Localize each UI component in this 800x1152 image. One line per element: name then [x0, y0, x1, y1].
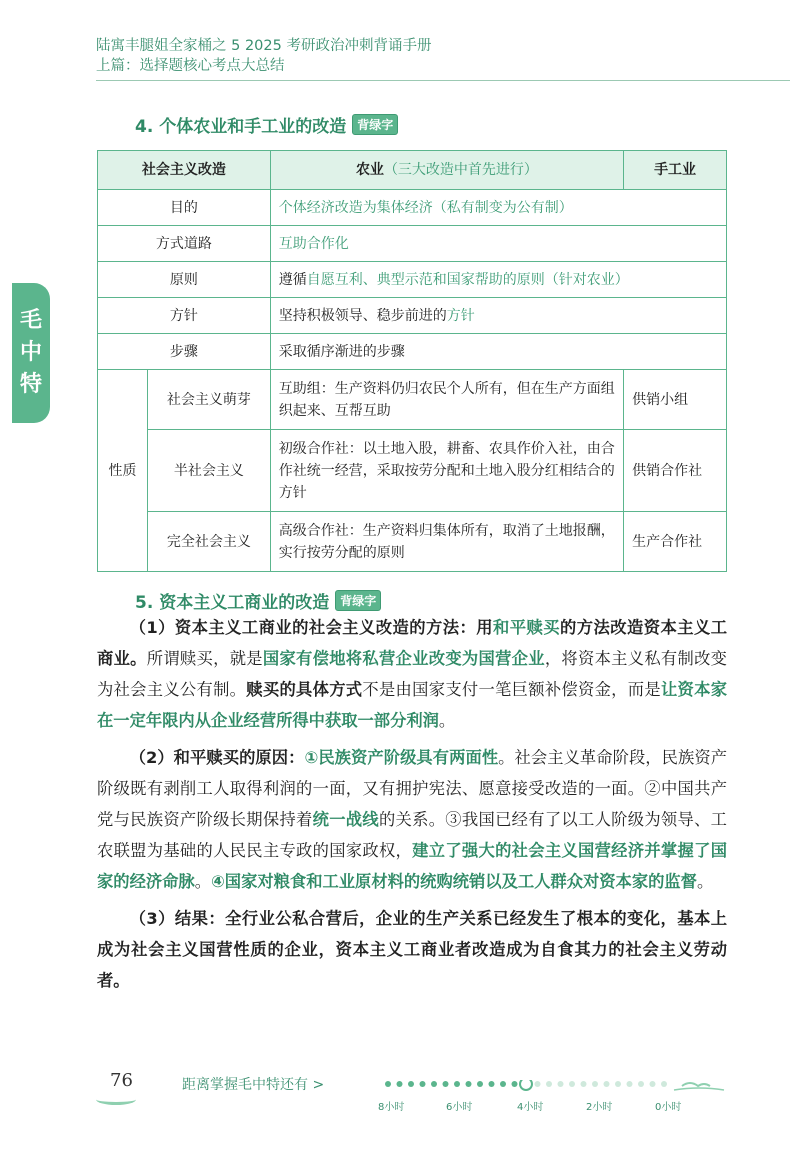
row-label-steps: 步骤 [98, 334, 271, 370]
paragraph-method: （1）资本主义工商业的社会主义改造的方法：用和平赎买的方法改造资本主义工商业。所谓赎买，就是国家有偿地将私营企业改变为国营企业，将资本主义私有制改变为社会主义公有制。赎买的具体方式不是由国家支付一笔巨额补偿资金，而是让资本家在一定年限内从企业经营所得中获取一部分利润。 [97, 618, 727, 730]
recite-green-badge: 背绿字 [352, 114, 398, 135]
principle-value: 遵循自愿互利、典型示范和国家帮助的原则（针对农业） [270, 262, 726, 298]
hour-label: 4小时 [517, 1102, 544, 1113]
progress-dot [466, 1081, 472, 1087]
progress-dot [592, 1081, 598, 1087]
row-label-path: 方式道路 [98, 226, 271, 262]
side-tab-char: 中 [19, 340, 42, 365]
progress-dot [443, 1081, 449, 1087]
steps-value: 采取循序渐进的步骤 [270, 334, 726, 370]
chapter-side-tab [12, 283, 50, 423]
table-row [98, 262, 727, 298]
reform-table [97, 150, 727, 572]
hour-label: 0小时 [655, 1102, 682, 1113]
nature-sprout-label: 社会主义萌芽 [147, 370, 270, 430]
nature-full-handicraft: 生产合作社 [624, 512, 727, 572]
header-reform: 社会主义改造 [98, 151, 271, 190]
table-row [98, 190, 727, 226]
page-number: 76 [110, 1070, 133, 1091]
header-agriculture-note: （三大改造中首先进行） [383, 162, 538, 178]
footer-countdown-text: 距离掌握毛中特还有 > [182, 1077, 325, 1093]
paragraph-result: （3）结果：全行业公私合营后，企业的生产关系已经发生了根本的变化，基本上成为社会主义国营性质的企业，资本主义工商业者改造成为自食其力的社会主义劳动者。 [97, 909, 727, 990]
progress-dot [535, 1081, 541, 1087]
row-label-principle: 原则 [98, 262, 271, 298]
progress-dot [627, 1081, 633, 1087]
section-4-title [135, 112, 398, 137]
row-label-nature: 性质 [98, 370, 148, 572]
section-4-title-text: 4. 个体农业和手工业的改造 [135, 117, 347, 137]
page-number-decoration [96, 1094, 136, 1105]
progress-dot [397, 1081, 403, 1087]
progress-dot [661, 1081, 667, 1087]
progress-dot [489, 1081, 495, 1087]
table-row [98, 298, 727, 334]
table-row [98, 430, 727, 512]
nature-full-label: 完全社会主义 [147, 512, 270, 572]
wave-decoration-icon [682, 1083, 710, 1086]
progress-dot [385, 1081, 391, 1087]
goal-value: 个体经济改造为集体经济（私有制变为公有制） [270, 190, 726, 226]
progress-dot [569, 1081, 575, 1087]
progress-marker [520, 1080, 532, 1090]
table-row [98, 370, 727, 430]
progress-dot [581, 1081, 587, 1087]
nature-semi-label: 半社会主义 [147, 430, 270, 512]
table-row [98, 334, 727, 370]
section-5-title-text: 5. 资本主义工商业的改造 [135, 593, 330, 613]
progress-dot [420, 1081, 426, 1087]
nature-semi-handicraft: 供销合作社 [624, 430, 727, 512]
nature-full-agriculture: 高级合作社：生产资料归集体所有，取消了土地报酬，实行按劳分配的原则 [270, 512, 623, 572]
path-value: 互助合作化 [270, 226, 726, 262]
hour-label: 6小时 [446, 1102, 473, 1113]
nature-sprout-agriculture: 互助组：生产资料仍归农民个人所有，但在生产方面组织起来、互帮互助 [270, 370, 623, 430]
table-header-row [98, 151, 727, 190]
nature-sprout-handicraft: 供销小组 [624, 370, 727, 430]
progress-dot [477, 1081, 483, 1087]
progress-dot [558, 1081, 564, 1087]
progress-dot [408, 1081, 414, 1087]
table-row [98, 226, 727, 262]
progress-dot [431, 1081, 437, 1087]
progress-dot [615, 1081, 621, 1087]
row-label-goal: 目的 [98, 190, 271, 226]
progress-dot [500, 1081, 506, 1087]
running-header [96, 36, 431, 76]
progress-dot [650, 1081, 656, 1087]
header-part-title: 上篇：选择题核心考点大总结 [96, 58, 285, 74]
row-label-policy: 方针 [98, 298, 271, 334]
side-tab-char: 特 [19, 372, 42, 397]
wave-decoration-icon [674, 1088, 724, 1090]
side-tab-char: 毛 [19, 308, 42, 333]
header-book-title: 陆寓丰腿姐全家桶之 5 2025 考研政治冲刺背诵手册 [96, 38, 432, 54]
header-divider [96, 80, 790, 81]
progress-dot [454, 1081, 460, 1087]
policy-value: 坚持积极领导、稳步前进的方针 [270, 298, 726, 334]
table-row [98, 512, 727, 572]
progress-dot [546, 1081, 552, 1087]
hour-label: 2小时 [586, 1102, 613, 1113]
progress-dot [638, 1081, 644, 1087]
header-agriculture: 农业（三大改造中首先进行） [270, 151, 623, 190]
hour-label: 8小时 [378, 1102, 405, 1113]
header-handicraft: 手工业 [624, 151, 727, 190]
paragraph-reasons: （2）和平赎买的原因：①民族资产阶级具有两面性。社会主义革命阶段，民族资产阶级既有剥削工人取得利润的一面，又有拥护宪法、愿意接受改造的一面。②中国共产党与民族资产阶级长期保持着统一战线的关系。③我国已经有了以工人阶级为领导、工农联盟为基础的人民民主专政的国家政权，建立了强大的社会主义国营经济并掌握了国家的经济命脉。④国家对粮食和工业原材料的统购统销以及工人群众对资本家的监督。 [97, 748, 727, 891]
recite-green-badge: 背绿字 [335, 590, 381, 611]
progress-dot [604, 1081, 610, 1087]
body-text [97, 612, 727, 996]
progress-dot [512, 1081, 518, 1087]
section-5-title [135, 588, 381, 613]
nature-semi-agriculture: 初级合作社：以土地入股，耕畜、农具作价入社，由合作社统一经营，采取按劳分配和土地入股分红相结合的方针 [270, 430, 623, 512]
